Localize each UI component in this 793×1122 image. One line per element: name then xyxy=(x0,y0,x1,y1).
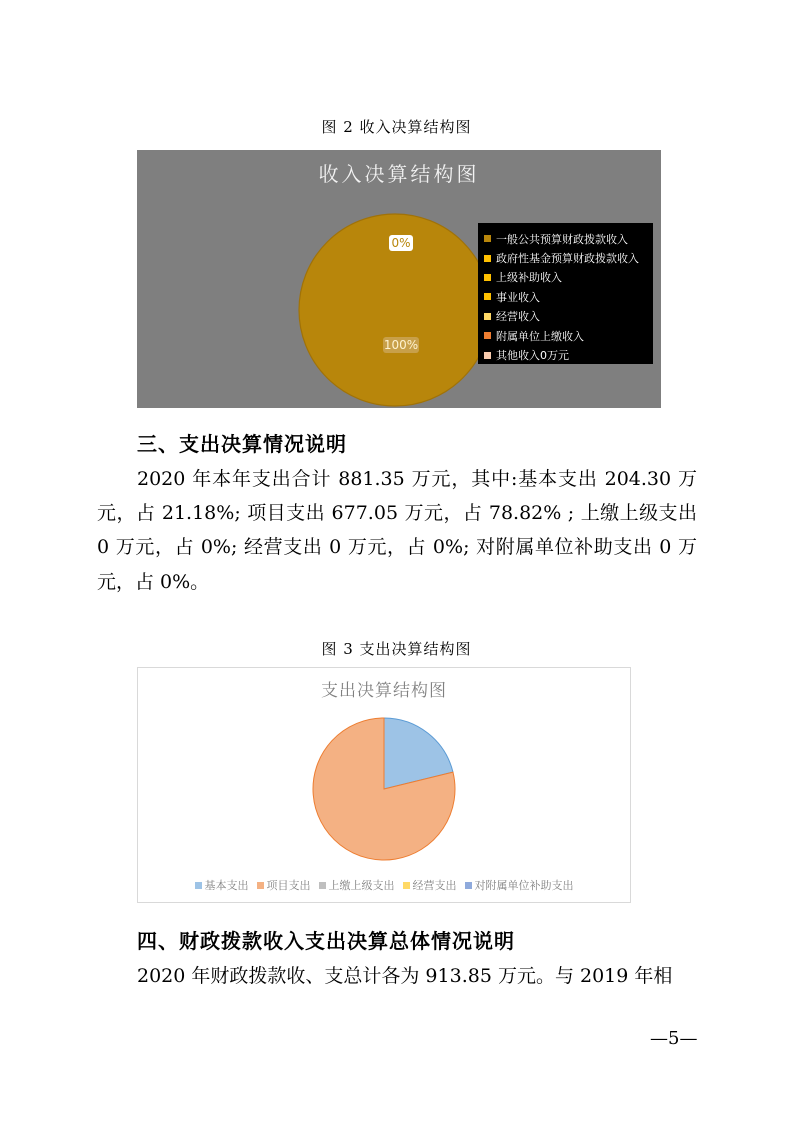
expense-legend-item xyxy=(195,877,249,893)
expense-legend-item xyxy=(465,877,574,893)
expense-chart-title: 支出决算结构图 xyxy=(321,681,447,701)
expense-legend-item xyxy=(319,877,395,893)
expense-legend-item xyxy=(257,877,311,893)
legend-swatch xyxy=(484,313,491,320)
legend-swatch xyxy=(484,293,491,300)
income-legend-item xyxy=(484,287,653,306)
page-number: —5— xyxy=(650,1028,698,1049)
expense-pie-chart xyxy=(137,667,631,903)
legend-swatch xyxy=(257,882,264,889)
legend-swatch xyxy=(484,255,491,262)
legend-label: 基本支出 xyxy=(204,879,249,892)
income-pie-chart xyxy=(137,150,661,408)
legend-label: 经营支出 xyxy=(412,879,457,892)
income-legend-item xyxy=(484,268,653,287)
legend-swatch xyxy=(319,882,326,889)
legend-swatch xyxy=(484,352,491,359)
svg-text:100%: 100% xyxy=(383,338,419,352)
legend-label: 事业收入 xyxy=(496,290,540,304)
figure2-caption: 图 2 收入决算结构图 xyxy=(321,118,472,136)
income-legend-item xyxy=(484,326,653,345)
legend-swatch xyxy=(403,882,410,889)
legend-swatch xyxy=(484,332,491,339)
legend-swatch xyxy=(195,882,202,889)
section3-heading: 三、支出决算情况说明 xyxy=(137,432,347,456)
expense-legend-item xyxy=(403,877,457,893)
legend-swatch xyxy=(484,235,491,242)
section3-paragraph: 2020 年本年支出合计 881.35 万元，其中:基本支出 204.30 万元，占 21.18%; 项目支出 677.05 万元，占 78.82% ; 上缴上级支出 0 万元，占 0%; 经营支出 0 万元，占 0%; 对附属单位补助支出 0 万元，占 0%。 xyxy=(97,468,697,593)
legend-label: 一般公共预算财政拨款收入 xyxy=(496,232,628,246)
legend-label: 项目支出 xyxy=(266,879,311,892)
legend-label: 上缴上级支出 xyxy=(328,879,395,892)
svg-text:0%: 0% xyxy=(391,236,411,250)
figure3-caption: 图 3 支出决算结构图 xyxy=(321,640,472,658)
legend-swatch xyxy=(484,274,491,281)
legend-label: 政府性基金预算财政拨款收入 xyxy=(496,252,639,266)
legend-label: 附属单位上缴收入 xyxy=(496,329,584,343)
legend-label: 经营收入 xyxy=(496,310,540,324)
income-chart-title: 收入决算结构图 xyxy=(318,162,480,186)
income-legend-item xyxy=(484,229,653,248)
income-legend-item xyxy=(484,307,653,326)
income-legend-item xyxy=(484,345,653,364)
legend-label: 上级补助收入 xyxy=(496,271,562,285)
legend-swatch xyxy=(465,882,472,889)
expense-pie-svg xyxy=(138,668,630,902)
expense-chart-legend xyxy=(138,877,630,893)
income-legend-item xyxy=(484,248,653,267)
income-label-100pct xyxy=(383,337,419,353)
section4-paragraph: 2020 年财政拨款收、支总计各为 913.85 万元。与 2019 年相 xyxy=(137,965,673,987)
income-chart-legend xyxy=(478,223,653,364)
section4-heading: 四、财政拨款收入支出决算总体情况说明 xyxy=(137,929,515,953)
legend-label: 对附属单位补助支出 xyxy=(474,879,574,892)
income-label-0pct xyxy=(389,235,413,251)
legend-label: 其他收入0万元 xyxy=(496,349,569,363)
